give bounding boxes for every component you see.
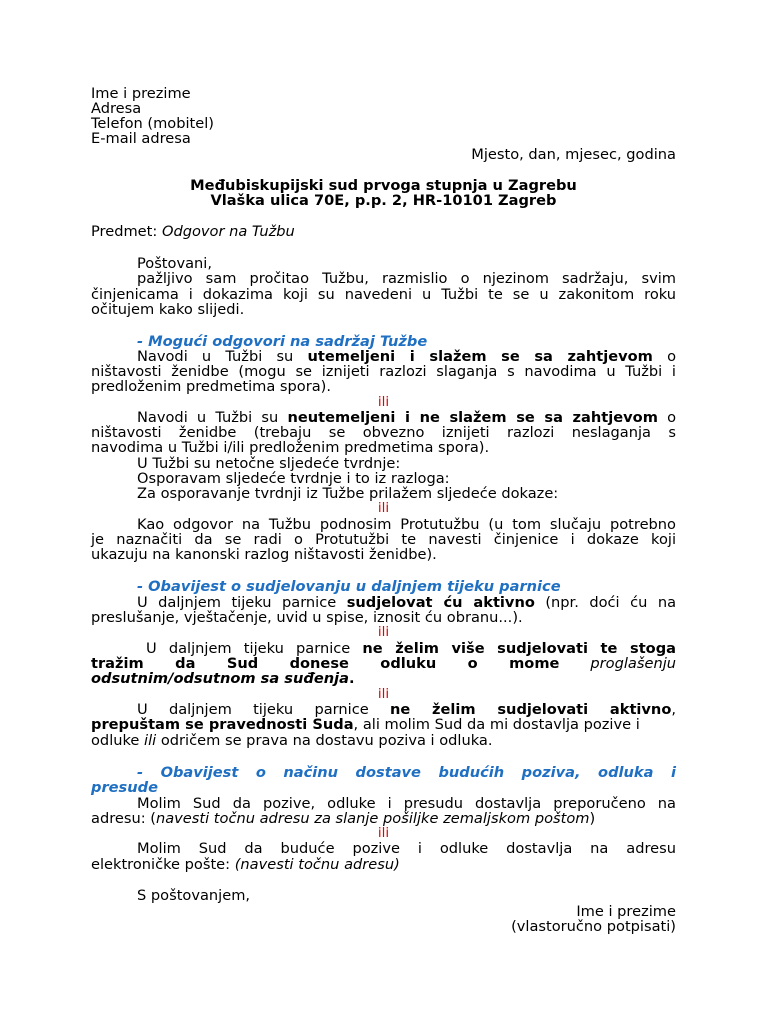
- intro-line-2: činjenicama i dokazima koji su navedeni u Tužbi te se u zakonitom roku: [91, 286, 676, 303]
- intro-line-1: pažljivo sam pročitao Tužbu, razmislio o njezinom sadržaju, svim: [137, 270, 676, 287]
- section2-opt2-line1: U daljnjem tijeku parnice ne želim više sudjelovati te stoga: [146, 640, 677, 657]
- section3-opt2-line1: Molim Sud da buduće pozive i odluke dostavlja na adresu: [137, 840, 676, 857]
- section1-opt2-line4: U Tužbi su netočne sljedeće tvrdnje:: [137, 455, 401, 472]
- greeting: Poštovani,: [137, 255, 212, 272]
- sender-address: Adresa: [91, 100, 142, 117]
- section1-opt1-line3: predloženim predmetima spora).: [91, 378, 331, 395]
- section1-opt2-line6: Za osporavanje tvrdnji iz Tužbe prilažem sljedeće dokaze:: [137, 485, 559, 502]
- or-separator-1: ili: [377, 394, 390, 410]
- section3-opt1-line1: Molim Sud da pozive, odluke i presudu dostavlja preporučeno na: [137, 795, 676, 812]
- section3-opt2-line2: elektroničke pošte: (navesti točnu adresu): [91, 856, 400, 873]
- closing: S poštovanjem,: [137, 887, 251, 904]
- section2-opt1-line1: U daljnjem tijeku parnice sudjelovat ću aktivno (npr. doći ću na: [137, 594, 677, 611]
- section2-heading: - Obavijest o sudjelovanju u daljnjem tijeku parnice: [137, 578, 561, 595]
- subject-value: Odgovor na Tužbu: [161, 223, 295, 240]
- section1-heading: - Mogući odgovori na sadržaj Tužbe: [137, 333, 428, 350]
- or-separator-2: ili: [377, 500, 390, 516]
- section2-opt3-line1: U daljnjem tijeku parnice ne želim sudjelovati aktivno,: [137, 701, 676, 718]
- section3-heading-line2: presude: [91, 779, 158, 796]
- place-date: Mjesto, dan, mjesec, godina: [471, 146, 676, 163]
- section1-opt2-line2: ništavosti ženidbe (trebaju se obvezno iznijeti razlozi neslaganja s: [91, 424, 676, 441]
- or-separator-3: ili: [377, 624, 390, 640]
- section1-opt3-line1: Kao odgovor na Tužbu podnosim Protutužbu (u tom slučaju potrebno: [137, 516, 676, 533]
- section2-opt2-line3: odsutnim/odsutnom sa suđenja.: [91, 670, 355, 687]
- signature-note: (vlastoručno potpisati): [511, 918, 676, 935]
- court-address: Vlaška ulica 70E, p.p. 2, HR-10101 Zagreb: [210, 192, 557, 209]
- section1-opt1-line1: Navodi u Tužbi su utemeljeni i slažem se sa zahtjevom o: [137, 348, 677, 365]
- section1-opt2-line5: Osporavam sljedeće tvrdnje i to iz razloga:: [137, 470, 450, 487]
- subject-label: Predmet:: [91, 223, 158, 240]
- section2-opt1-line2: preslušanje, vještačenje, uvid u spise, iznosit ću obranu...).: [91, 609, 523, 626]
- section2-opt2-line2: tražim da Sud donese odluku o mome proglašenju: [91, 655, 676, 672]
- section3-heading-line1: - Obavijest o načinu dostave budućih poziva, odluka i: [137, 764, 676, 781]
- sender-name: Ime i prezime: [91, 85, 191, 102]
- signature-name: Ime i prezime: [576, 903, 676, 920]
- section1-opt1-line2: ništavosti ženidbe (mogu se iznijeti razlozi slaganja s navodima u Tužbi i: [91, 363, 676, 380]
- sender-email: E-mail adresa: [91, 130, 191, 147]
- intro-line-3: očitujem kako slijedi.: [91, 301, 245, 318]
- sender-phone: Telefon (mobitel): [91, 115, 215, 132]
- or-separator-5: ili: [377, 825, 390, 841]
- section2-opt3-line2: prepuštam se pravednosti Suda, ali molim Sud da mi dostavlja pozive i: [91, 716, 640, 733]
- section1-opt2-line1: Navodi u Tužbi su neutemeljeni i ne slažem se sa zahtjevom o: [137, 409, 677, 426]
- section2-opt3-line3: odluke ili odričem se prava na dostavu poziva i odluka.: [91, 732, 493, 749]
- or-separator-4: ili: [377, 686, 390, 702]
- section1-opt3-line3: ukazuju na kanonski razlog ništavosti ženidbe).: [91, 546, 437, 563]
- subject-line: [91, 224, 676, 240]
- section1-opt2-line3: navodima u Tužbi i/ili predloženim predmetima spora).: [91, 439, 490, 456]
- court-name: Međubiskupijski sud prvoga stupnja u Zagrebu: [190, 177, 577, 194]
- section3-opt1-line2: adresu: (navesti točnu adresu za slanje pošiljke zemaljskom poštom): [91, 810, 596, 827]
- section1-opt3-line2: je naznačiti da se radi o Protutužbi te navesti činjenice i dokaze koji: [91, 531, 676, 548]
